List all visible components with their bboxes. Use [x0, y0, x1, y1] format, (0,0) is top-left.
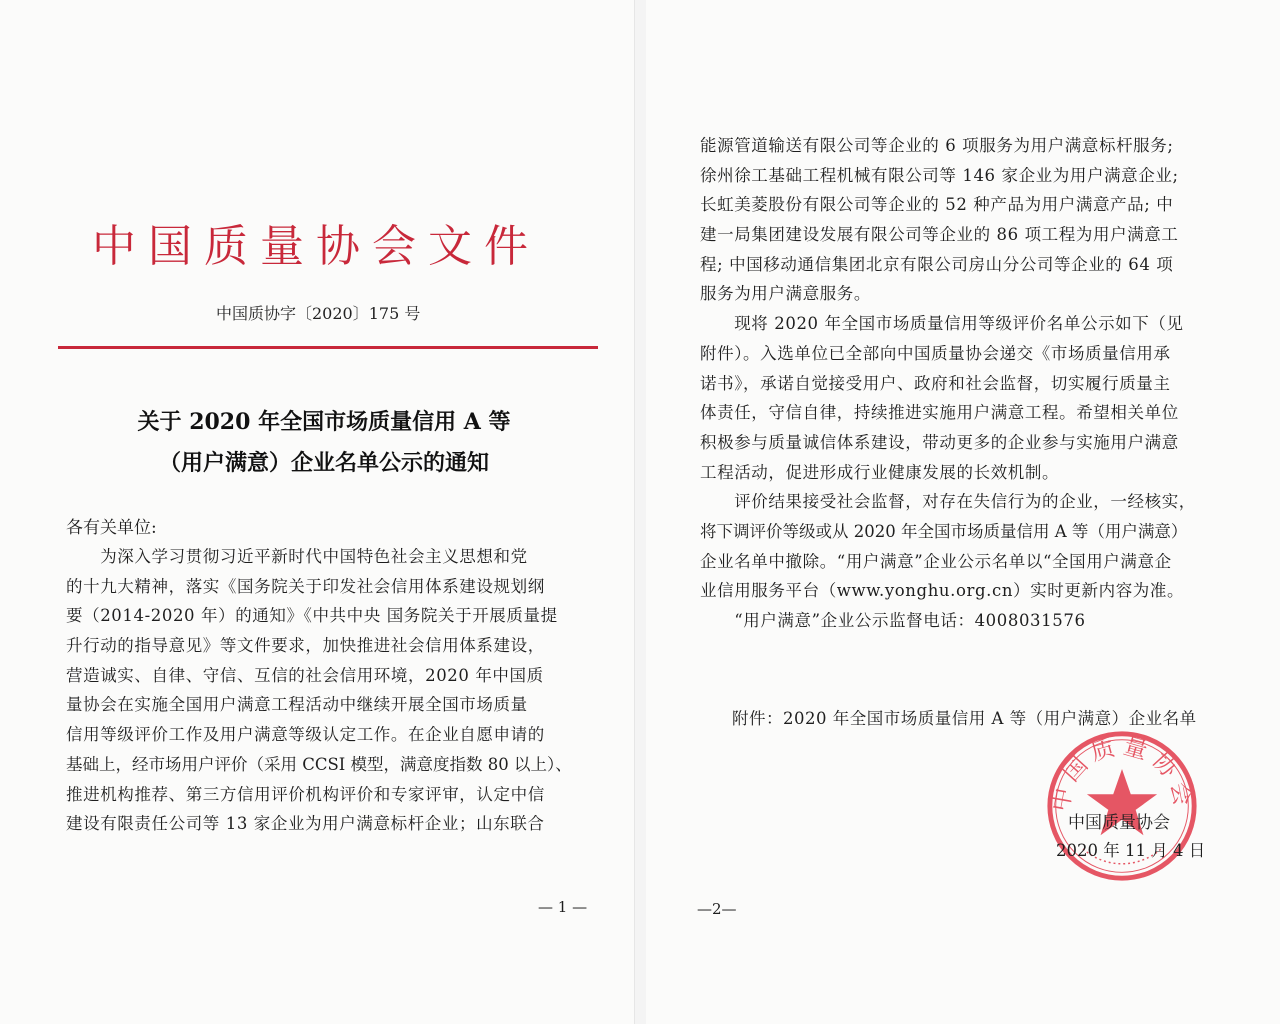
body-line: 体责任，守信自律，持续推进实施用户满意工程。希望相关单位: [700, 403, 1179, 423]
body-line: 诺书》，承诺自觉接受用户、政府和社会监督，切实履行质量主: [700, 373, 1171, 393]
document-page-1: [0, 0, 635, 1024]
seal-text: 中国质量协会: [1045, 731, 1199, 814]
body-line: 徐州徐工基础工程机械有限公司等 146 家企业为用户满意企业;: [700, 165, 1179, 185]
body-line: 量协会在实施全国用户满意工程活动中继续开展全国市场质量: [66, 695, 528, 715]
body-line: 建设有限责任公司等 13 家企业为用户满意标杆企业；山东联合: [66, 814, 545, 834]
page-number: —2—: [697, 900, 737, 918]
body-line: 建一局集团建设发展有限公司等企业的 86 项工程为用户满意工: [700, 225, 1179, 245]
body-line: 评价结果接受社会监督，对存在失信行为的企业，一经核实，: [700, 492, 1196, 512]
body-line: 要（2014-2020 年）的通知》《中共中央 国务院关于开展质量提: [66, 606, 558, 626]
body-line: 的十九大精神，落实《国务院关于印发社会信用体系建设规划纲: [66, 576, 545, 596]
document-header: 中国质量协会文件: [92, 221, 540, 272]
salutation: 各有关单位:: [66, 518, 157, 538]
body-line: 升行动的指导意见》等文件要求，加快推进社会信用体系建设，: [66, 636, 545, 656]
body-line: 业信用服务平台（www.yonghu.org.cn）实时更新内容为准。: [700, 581, 1185, 601]
body-line: 推进机构推荐、第三方信用评价机构评价和专家评审，认定中信: [66, 784, 545, 804]
body-line: 基础上，经市场用户评价（采用 CCSI 模型，满意度指数 80 以上）、: [66, 754, 572, 774]
body-line: 现将 2020 年全国市场质量信用等级评价名单公示如下（见: [700, 314, 1184, 334]
body-line: 长虹美菱股份有限公司等企业的 52 种产品为用户满意产品; 中: [700, 195, 1174, 215]
body-line: 积极参与质量诚信体系建设，带动更多的企业参与实施用户满意: [700, 432, 1179, 452]
body-line: 工程活动，促进形成行业健康发展的长效机制。: [700, 462, 1060, 482]
notice-title-line-2: （用户满意）企业名单公示的通知: [158, 450, 489, 476]
issue-date: 2020 年 11 月 4 日: [1056, 841, 1206, 860]
issuing-organization: 中国质量协会: [1068, 813, 1170, 833]
body-line: 将下调评价等级或从 2020 年全国市场质量信用 A 等（用户满意）: [700, 521, 1188, 541]
page-number: — 1 —: [538, 898, 588, 916]
body-line: 营造诚实、自律、守信、互信的社会信用环境，2020 年中国质: [66, 665, 544, 685]
body-text-page-1: [66, 542, 596, 839]
body-line: 为深入学习贯彻习近平新时代中国特色社会主义思想和党: [66, 547, 528, 566]
document-number: 中国质协字〔2020〕175 号: [216, 304, 421, 323]
attachment-note: 附件：2020 年全国市场质量信用 A 等（用户满意）企业名单: [732, 709, 1197, 728]
body-line: 信用等级评价工作及用户满意等级认定工作。在企业自愿申请的: [66, 725, 545, 745]
body-text-page-2: [700, 131, 1230, 636]
body-line: 企业名单中撤除。“用户满意”企业公示名单以“全国用户满意企: [700, 551, 1172, 571]
notice-title-line-1: 关于 2020 年全国市场质量信用 A 等: [137, 409, 511, 435]
body-line: 能源管道输送有限公司等企业的 6 项服务为用户满意标杆服务;: [700, 136, 1174, 155]
body-line: 服务为用户满意服务。: [700, 284, 871, 304]
body-line: “用户满意”企业公示监督电话：4008031576: [700, 611, 1086, 630]
red-divider: [58, 346, 598, 349]
body-line: 程; 中国移动通信集团北京有限公司房山分公司等企业的 64 项: [700, 254, 1174, 274]
body-line: 附件）。入选单位已全部向中国质量协会递交《市场质量信用承: [700, 343, 1171, 363]
